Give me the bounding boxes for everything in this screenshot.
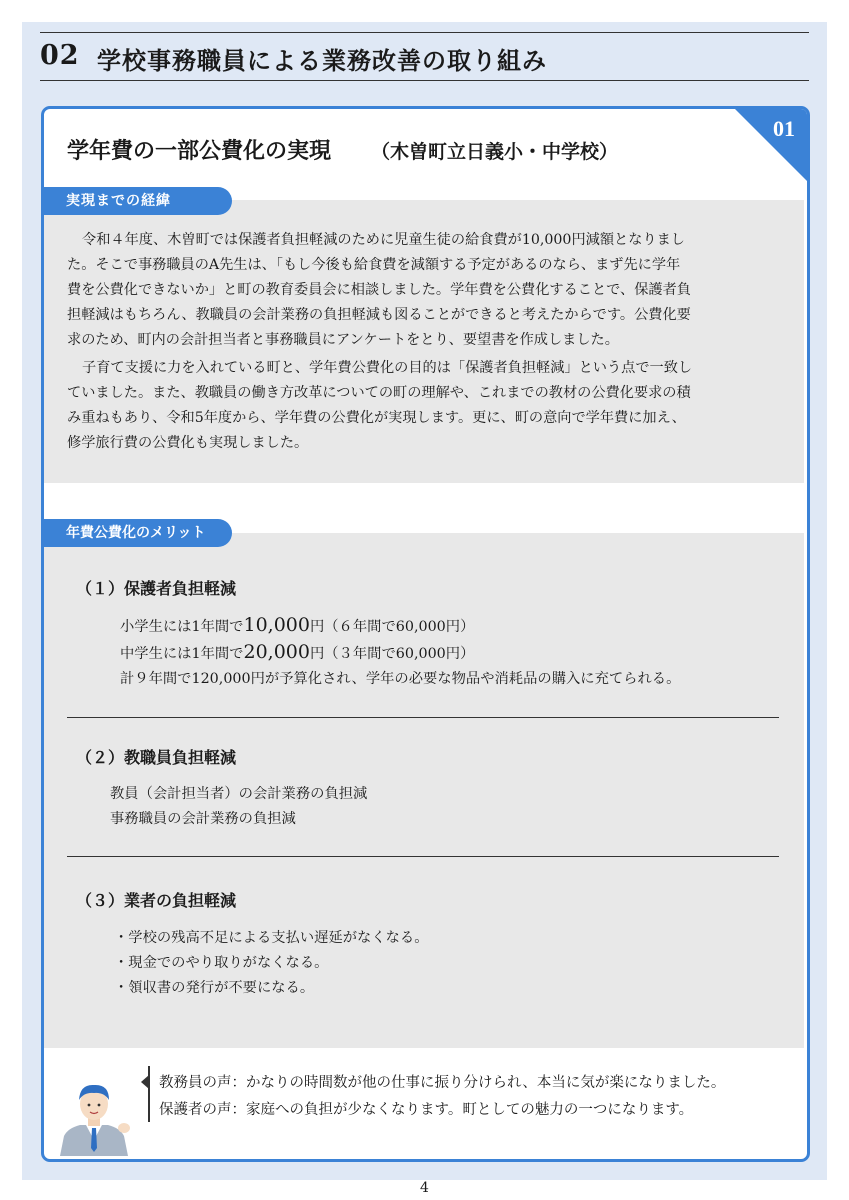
section-tab-background: 実現までの経緯	[44, 187, 232, 215]
list-item: ・学校の残高不足による支払い遅延がなくなる。	[114, 930, 429, 946]
merit-heading-vendors: （３）業者の負担軽減	[76, 891, 237, 910]
header-rule-top	[40, 32, 809, 33]
amount-elementary: 10,000	[243, 614, 310, 636]
section-title: 学校事務職員による業務改善の取り組み	[97, 46, 547, 75]
divider	[67, 856, 779, 857]
text-line: た。そこで事務職員のA先生は、「もし今後も給食費を減額する予定があるのなら、まず先に学年	[67, 257, 681, 273]
case-subtitle: （木曽町立日義小・中学校）	[371, 141, 619, 163]
text-line: み重ねもあり、令和5年度から、学年費の公費化が実現します。更に、町の意向で学年費に加え、	[67, 410, 686, 426]
text-line: 担軽減はもちろん、教職員の会計業務の負担軽減も図ることができると考えたからです。公費化要	[67, 307, 691, 323]
voice-parent: 保護者の声：家庭への負担が少なくなります。町としての魅力の一つになります。	[159, 1102, 694, 1118]
elementary-line	[120, 613, 680, 640]
list-item: 教員（会計担当者）の会計業務の負担減	[110, 786, 368, 802]
page-number: 4	[420, 1180, 429, 1196]
section-tab-merits: 年費公費化のメリット	[44, 519, 232, 547]
text-fragment: 中学生には1年間で	[120, 646, 244, 662]
merit-staff-details	[110, 782, 367, 832]
text-fragment: 円（６年間で60,000円）	[309, 619, 475, 635]
total-line: 計９年間で120,000円が予算化され、学年の必要な物品や消耗品の購入に充てられる。	[120, 671, 681, 687]
header-rule-bottom	[40, 80, 809, 81]
case-title: 学年費の一部公費化の実現	[67, 138, 332, 164]
text-line: 修学旅行費の公費化も実現しました。	[67, 435, 309, 451]
text-line: 令和４年度、木曽町では保護者負担軽減のために児童生徒の給食費が10,000円減額となりまし	[82, 232, 685, 248]
merit-parents-details	[120, 613, 680, 692]
text-line: 費を公費化できないか」と町の教育委員会に相談しました。学年費を公費化することで、保護者負	[67, 282, 691, 298]
amount-junior-high: 20,000	[243, 641, 310, 663]
list-item: ・領収書の発行が不要になる。	[114, 980, 315, 996]
junior-high-line	[120, 640, 680, 667]
text-line: 求のため、町内の会計担当者と事務職員にアンケートをとり、要望書を作成しました。	[67, 332, 619, 348]
text-line: ていました。また、教職員の働き方改革についての町の理解や、これまでの教材の公費化要求の積	[67, 385, 691, 401]
voice-teacher: 教務員の声：かなりの時間数が他の仕事に振り分けられ、本当に気が楽になりました。	[159, 1075, 726, 1091]
section-number: 02	[40, 40, 80, 71]
list-item: 事務職員の会計業務の負担減	[110, 811, 296, 827]
merit-heading-staff: （２）教職員負担軽減	[76, 748, 237, 767]
staff-illustration-icon	[54, 1078, 134, 1156]
voices-block	[159, 1070, 725, 1124]
background-paragraph-1	[67, 228, 787, 353]
text-line: 子育て支援に力を入れている町と、学年費公費化の目的は「保護者負担軽減」という点で一致し	[82, 360, 693, 376]
background-paragraph-2	[67, 356, 787, 456]
voices-rule	[148, 1066, 150, 1122]
case-number: 01	[773, 116, 795, 141]
merit-vendors-details	[114, 926, 429, 1001]
divider	[67, 717, 779, 718]
text-fragment: 円（３年間で60,000円）	[309, 646, 475, 662]
text-fragment: 小学生には1年間で	[120, 619, 244, 635]
merit-heading-parents: （１）保護者負担軽減	[76, 579, 237, 598]
list-item: ・現金でのやり取りがなくなる。	[114, 955, 329, 971]
